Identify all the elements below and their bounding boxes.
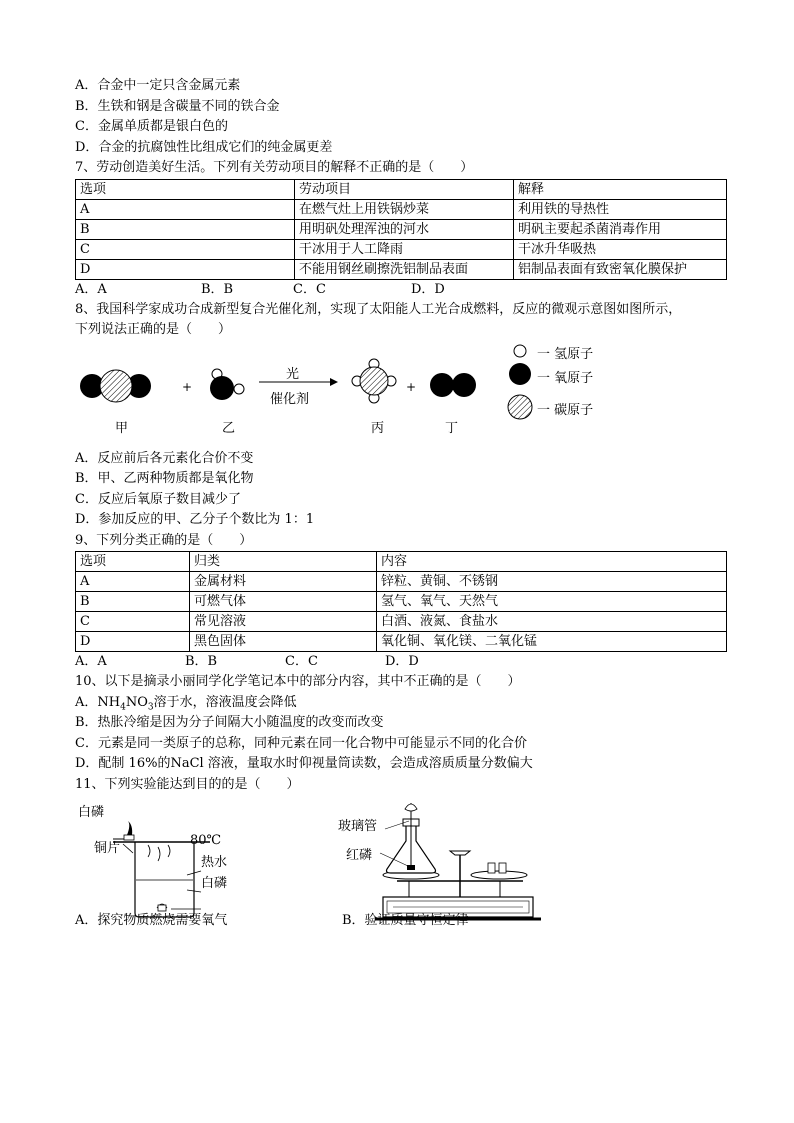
table-cell: 在燃气灶上用铁锅炒菜 xyxy=(295,199,514,219)
legend-carbon: 一 碳原子 xyxy=(537,402,594,418)
label-hot-water: 热水 xyxy=(201,855,228,870)
label-glass-tube: 玻璃管 xyxy=(338,819,378,834)
label-temperature: 80℃ xyxy=(190,833,222,848)
table-cell: B xyxy=(76,592,190,612)
table-cell: 金属材料 xyxy=(190,572,377,592)
molecule-jia xyxy=(80,370,151,402)
table-cell: 用明矾处理浑浊的河水 xyxy=(295,219,514,239)
arrow-label-light: 光 xyxy=(286,366,300,382)
label-red-phosphorus: 红磷 xyxy=(346,848,373,863)
legend-hydrogen: 一 氢原子 xyxy=(537,346,594,362)
label-copper-plate: 铜片 xyxy=(94,841,121,856)
q9-table xyxy=(75,551,727,652)
table-cell: D xyxy=(76,259,295,279)
table-row xyxy=(76,572,727,592)
q10-option-d: D．配制 16%的NaCl 溶液，量取水时仰视量筒读数，会造成溶质质量分数偏大 xyxy=(75,756,533,771)
q9-option-d: D．D xyxy=(385,654,419,669)
weight-icon xyxy=(488,863,495,873)
molecule-ding xyxy=(430,373,476,397)
q6-option-b: B．生铁和钢是含碳量不同的铁合金 xyxy=(75,98,280,114)
flame-icon xyxy=(127,821,132,835)
table-row xyxy=(76,632,727,652)
subscript: 4 xyxy=(120,702,126,713)
table-header-cell: 劳动项目 xyxy=(295,179,514,199)
table-cell: 白酒、液氮、食盐水 xyxy=(377,612,727,632)
q9-stem: 9、下列分类正确的是（ ） xyxy=(75,532,253,548)
plus-sign: + xyxy=(182,379,193,394)
q9-option-a: A．A xyxy=(75,654,107,669)
q10-stem: 10、以下是摘录小丽同学化学笔记本中的部分内容，其中不正确的是（ ） xyxy=(75,674,521,689)
red-phosphorus xyxy=(407,865,415,870)
exam-page xyxy=(75,76,727,935)
table-cell: C xyxy=(76,612,190,632)
label-jia: 甲 xyxy=(115,420,129,436)
q7-option-b: B．B xyxy=(201,281,234,297)
q8-option-a: A．反应前后各元素化合价不变 xyxy=(75,450,254,466)
q7-options xyxy=(75,280,727,300)
table-cell: 可燃气体 xyxy=(190,592,377,612)
table-header-cell: 解释 xyxy=(514,179,727,199)
table-row xyxy=(76,199,727,219)
label-yi: 乙 xyxy=(222,420,236,436)
plus-sign: + xyxy=(406,379,417,394)
table-cell: 干冰升华吸热 xyxy=(514,239,727,259)
reaction-diagram-svg xyxy=(75,341,727,449)
subscript: 3 xyxy=(147,702,154,713)
q7-stem: 7、劳动创造美好生活。下列有关劳动项目的解释不正确的是（ ） xyxy=(75,160,474,175)
q6-option-a: A．合金中一定只含金属元素 xyxy=(75,78,241,93)
hydrogen-atom-icon xyxy=(514,345,526,357)
q7-table xyxy=(75,179,727,280)
q10-option-a xyxy=(75,693,727,714)
table-cell: A xyxy=(76,199,295,219)
label-ding: 丁 xyxy=(445,420,459,436)
table-row xyxy=(76,612,727,632)
balloon-icon xyxy=(405,804,417,811)
table-cell: 不能用钢丝刷擦洗铝制品表面 xyxy=(295,259,514,279)
q11-stem: 11、下列实验能达到目的的是（ ） xyxy=(75,776,300,792)
q10-option-c: C．元素是同一类原子的总称，同种元素在同一化合物中可能显示不同的化合价 xyxy=(75,735,527,751)
q9-option-c: C．C xyxy=(285,654,318,669)
oxygen-atom-icon xyxy=(509,363,531,385)
q7-option-c: C．C xyxy=(293,281,326,297)
q9-option-b: B．B xyxy=(185,654,218,669)
q11-experiments xyxy=(75,795,727,935)
table-cell: 锌粒、黄铜、不锈钢 xyxy=(377,572,727,592)
table-cell: C xyxy=(76,239,295,259)
weight-icon xyxy=(499,863,506,873)
label-white-phosphorus-top: 白磷 xyxy=(78,805,105,820)
table-header-cell: 归类 xyxy=(190,552,377,572)
table-row xyxy=(76,259,727,279)
q10-option-a-prefix: A．NH xyxy=(75,694,121,710)
q7-option-a: A．A xyxy=(75,281,107,297)
q10-option-a-suffix: 溶于水，溶液温度会降低 xyxy=(153,694,297,710)
balance-apparatus xyxy=(375,803,541,919)
q7-option-d: D．D xyxy=(411,281,445,297)
table-row xyxy=(76,239,727,259)
table-cell: A xyxy=(76,572,190,592)
carbon-atom-icon xyxy=(508,395,532,419)
molecule-yi xyxy=(210,369,244,400)
table-header-cell: 选项 xyxy=(76,552,190,572)
table-cell: B xyxy=(76,219,295,239)
molecule-bing xyxy=(352,359,396,403)
table-row xyxy=(76,592,727,612)
table-cell: 黑色固体 xyxy=(190,632,377,652)
q10-option-a-mid: NO xyxy=(125,694,148,710)
table-header-row xyxy=(76,552,727,572)
table-cell: 明矾主要起杀菌消毒作用 xyxy=(514,219,727,239)
q8-stem-line2: 下列说法正确的是（ ） xyxy=(75,322,232,337)
table-cell: 氧化铜、氧化镁、二氧化锰 xyxy=(377,632,727,652)
q6-option-d: D．合金的抗腐蚀性比组成它们的纯金属更差 xyxy=(75,139,333,155)
label-white-phosphorus-bottom: 白磷 xyxy=(201,876,228,891)
table-cell: D xyxy=(76,632,190,652)
table-cell: 氢气、氧气、天然气 xyxy=(377,592,727,612)
arrow-label-catalyst: 催化剂 xyxy=(270,391,310,407)
table-cell: 常见溶液 xyxy=(190,612,377,632)
q8-option-c: C．反应后氧原子数目减少了 xyxy=(75,491,241,507)
q8-stem-line1: 8、我国科学家成功合成新型复合光催化剂，实现了太阳能人工光合成燃料，反应的微观示意图如图所示， xyxy=(75,301,682,317)
q10-option-b: B．热胀冷缩是因为分子间隔大小随温度的改变而改变 xyxy=(75,715,384,730)
table-cell: 利用铁的导热性 xyxy=(514,199,727,219)
table-row xyxy=(76,219,727,239)
q8-option-b: B．甲、乙两种物质都是氧化物 xyxy=(75,471,254,486)
table-cell: 干冰用于人工降雨 xyxy=(295,239,514,259)
q9-options xyxy=(75,652,727,672)
q6-option-c: C．金属单质都是银白色的 xyxy=(75,119,228,134)
legend-oxygen: 一 氧原子 xyxy=(537,370,594,386)
table-header-cell: 内容 xyxy=(377,552,727,572)
q8-option-d: D．参加反应的甲、乙分子个数比为 1：1 xyxy=(75,512,315,527)
legend xyxy=(508,345,532,419)
reaction-diagram xyxy=(75,341,727,449)
experiment-b-caption: B．验证质量守恒定律 xyxy=(342,913,469,928)
label-bing: 丙 xyxy=(371,420,385,436)
table-cell: 铝制品表面有致密氧化膜保护 xyxy=(514,259,727,279)
table-header-row xyxy=(76,179,727,199)
experiment-a-caption: A．探究物质燃烧需要氧气 xyxy=(75,913,228,928)
table-header-cell: 选项 xyxy=(76,179,295,199)
